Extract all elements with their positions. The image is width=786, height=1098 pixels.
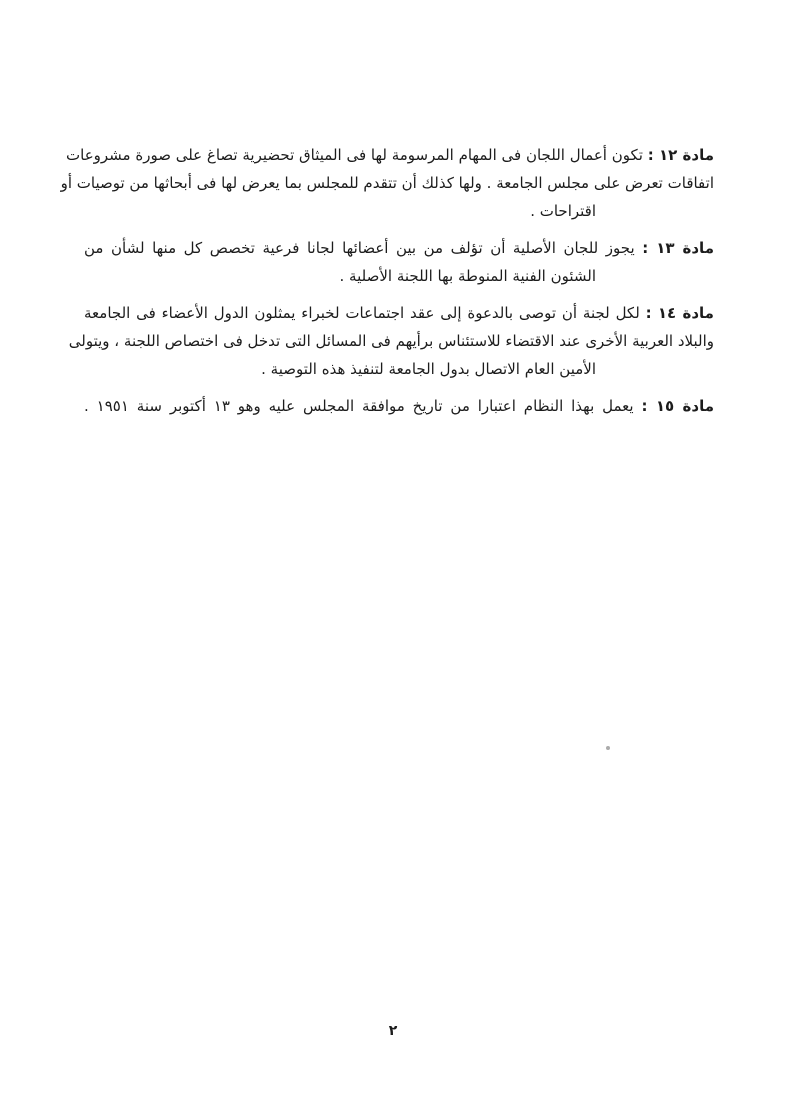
page-number: ٢ <box>388 1023 398 1039</box>
text-line <box>84 392 714 420</box>
text-line <box>84 355 714 383</box>
article-paragraph <box>84 392 714 420</box>
line-text: والبلاد العربية الأخرى عند الاقتضاء للاستئناس برأيهم فى المسائل التى تدخل فى اختصاص اللجنة ، ويتولى <box>68 332 714 350</box>
text-line <box>60 169 714 197</box>
document-body <box>60 141 714 429</box>
line-text: لكل لجنة أن توصى بالدعوة إلى عقد اجتماعات لخبراء يمثلون الدول الأعضاء فى الجامعة <box>84 304 640 322</box>
article-paragraph <box>68 299 714 383</box>
article-label: مادة ١٥ : <box>641 397 714 415</box>
line-text: اتفاقات تعرض على مجلس الجامعة . ولها كذلك أن تتقدم للمجلس بما يعرض لها فى أبحاثها من توصيات أو <box>60 174 714 192</box>
line-text: تكون أعمال اللجان فى المهام المرسومة لها فى الميثاق تحضيرية تصاغ على صورة مشروعات <box>66 146 643 164</box>
line-text: الشئون الفنية المنوطة بها اللجنة الأصلية . <box>339 267 596 285</box>
text-line <box>84 234 714 262</box>
text-line <box>84 262 714 290</box>
scan-artifact-dot <box>606 746 610 750</box>
line-text: يعمل بهذا النظام اعتبارا من تاريخ موافقة المجلس عليه وهو ١٣ أكتوبر سنة ١٩٥١ . <box>84 397 634 415</box>
text-line <box>84 299 714 327</box>
article-label: مادة ١٢ : <box>647 146 714 164</box>
article-label: مادة ١٤ : <box>645 304 714 322</box>
line-text: اقتراحات . <box>530 202 596 220</box>
article-label: مادة ١٣ : <box>642 239 714 257</box>
text-line <box>66 141 714 169</box>
line-text: يجوز للجان الأصلية أن تؤلف من بين أعضائها لجانا فرعية تخصص كل منها لشأن من <box>84 239 635 257</box>
text-line <box>68 327 714 355</box>
text-line <box>84 197 714 225</box>
article-paragraph <box>84 234 714 290</box>
article-paragraph <box>60 141 714 225</box>
line-text: الأمين العام الاتصال بدول الجامعة لتنفيذ هذه التوصية . <box>261 360 596 378</box>
